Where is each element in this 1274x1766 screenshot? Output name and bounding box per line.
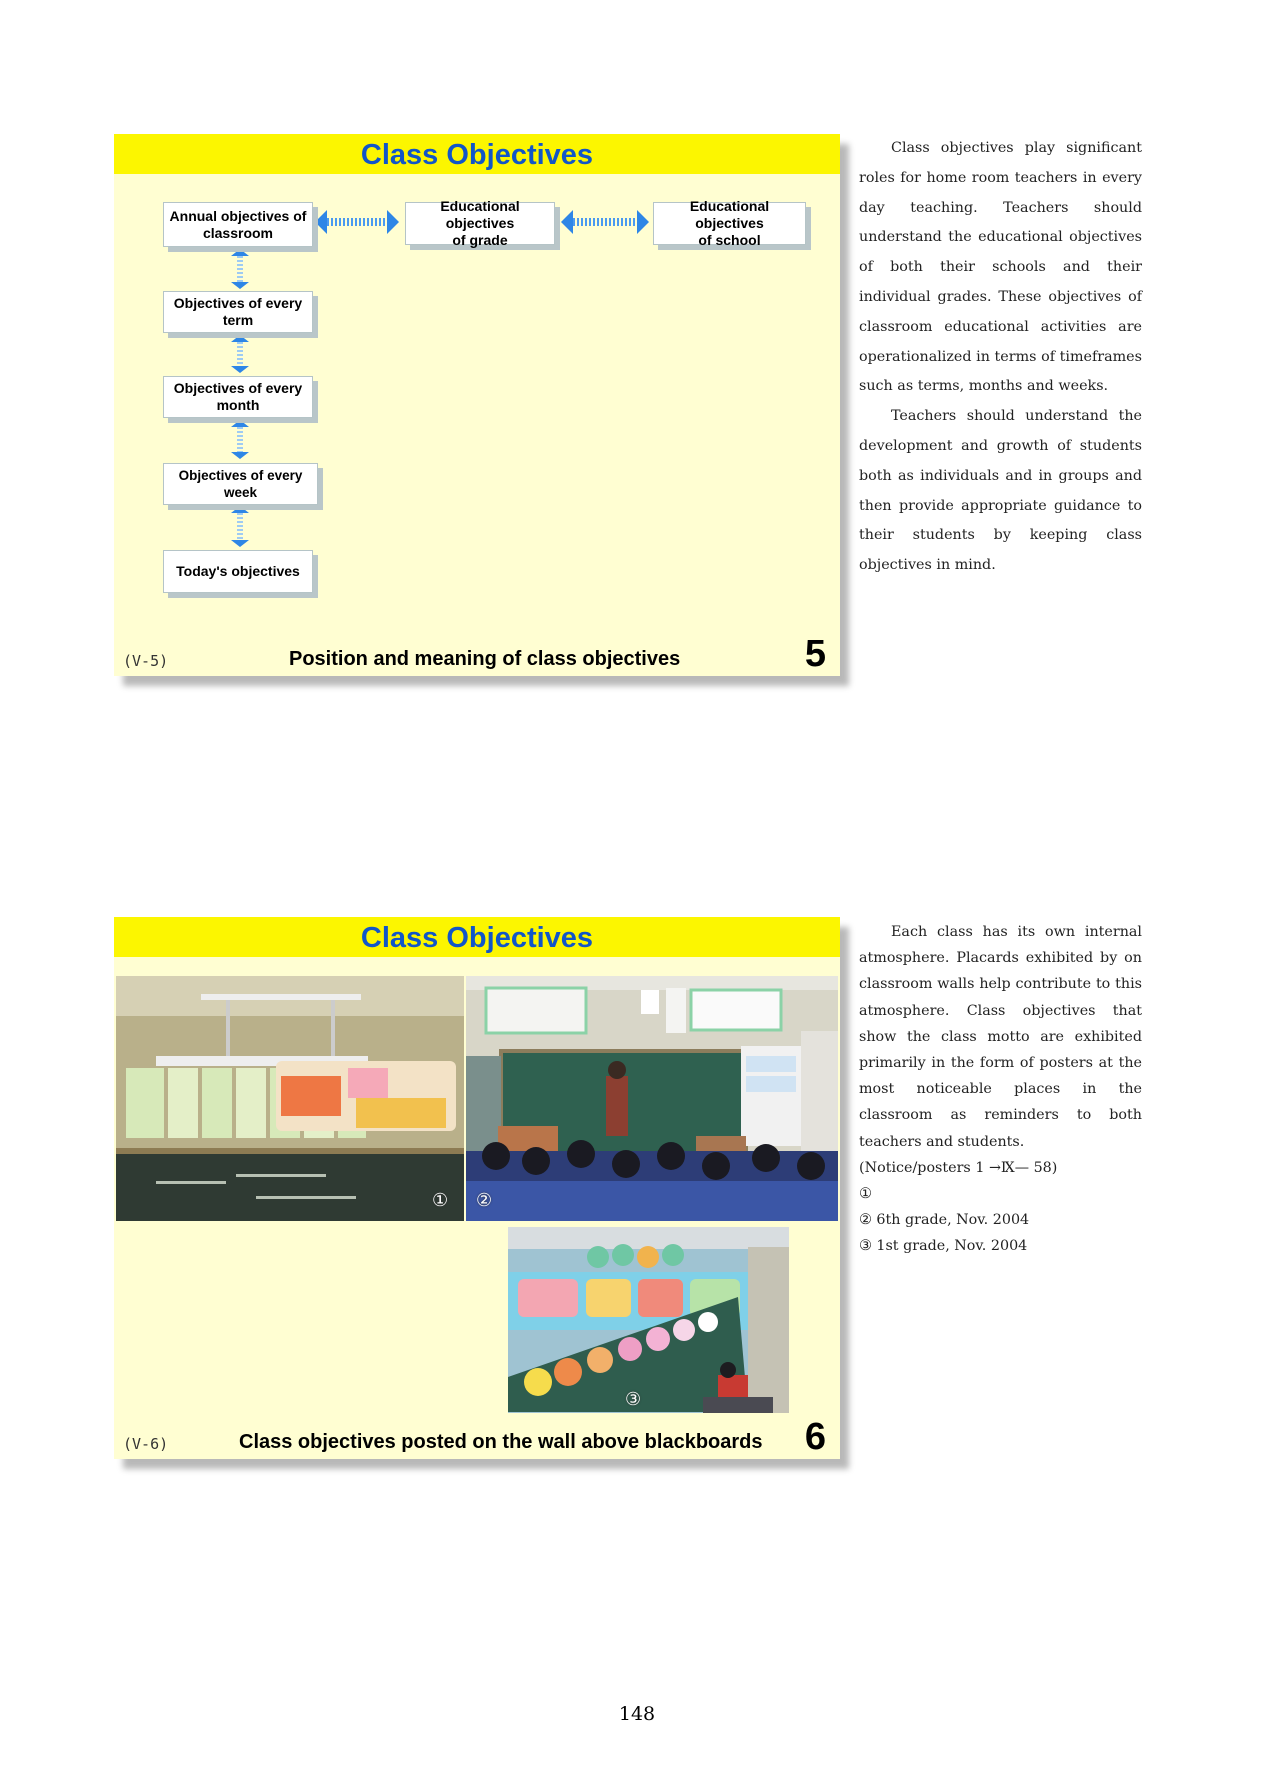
slide-title: Class Objectives [114,917,840,957]
slide-position-meaning [114,134,840,676]
box-line: Educational objectives [440,198,520,231]
paragraph: Each class has its own internal atmosphere. Placards exhibited by on classroom walls help contribute to this atmosphere. Class objectives that show the class motto are exhibited primarily in the form of posters at the most noticeable places in the classroom as reminders to both teachers and students. [859,924,1142,1150]
double-arrow-icon [231,420,249,459]
box-line: month [216,397,260,413]
photo-label: ② [476,1190,493,1211]
page-number: 148 [618,1703,656,1725]
box-week-objectives: Objectives of every week [163,463,318,505]
slide-caption: Class objectives posted on the wall above blackboards [239,1431,763,1453]
side-text-2 [859,919,1142,1260]
slide-code: (V-6) [123,1435,169,1453]
paragraph: ① [859,1186,872,1203]
side-text-1 [859,134,1142,581]
slide-title: Class Objectives [114,134,840,174]
box-line: Objectives of every [173,380,303,396]
double-arrow-icon [231,506,249,547]
box-school-objectives [653,198,806,248]
box-annual-objectives [163,202,313,247]
classroom-photo-2 [466,976,838,1221]
box-line: of school [698,232,761,248]
slide-number: 6 [804,1416,826,1458]
classroom-photo-3 [508,1227,789,1413]
paragraph: (Notice/posters 1 →Ⅸ— 58) [859,1159,1058,1176]
box-line: classroom [202,224,274,241]
photo-classroom-front [466,976,838,1221]
box-grade-objectives [405,198,555,248]
box-month-objectives [163,376,313,418]
slide-caption: Position and meaning of class objectives [289,648,681,670]
paragraph: Class objectives play significant roles for home room teachers in every day teaching. Teachers should understand the educational objectives of both their schools and their individual grades. These objectives of classroom educational activities are operationalized in terms of timeframes such as terms, months and weeks. [859,140,1142,395]
box-line: of grade [452,232,508,248]
double-arrow-icon [561,210,649,234]
double-arrow-icon [231,335,249,373]
slide-code: (V-5) [123,652,169,670]
slide-posters [114,917,840,1459]
classroom-photo-1 [116,976,464,1221]
box-line: Annual objectives of [169,207,307,224]
box-line: Educational objectives [689,198,770,231]
paragraph: ② 6th grade, Nov. 2004 [859,1212,1030,1229]
photo-classroom-board [508,1227,789,1413]
box-today-objectives: Today's objectives [163,550,313,593]
double-arrow-icon [231,249,249,289]
box-term-objectives [163,291,313,333]
photo-classroom-wall [116,976,464,1221]
photo-label: ① [432,1190,449,1211]
slide-number: 5 [804,633,826,675]
box-line: Objectives of every [173,295,303,311]
double-arrow-icon [315,210,399,234]
photo-label: ③ [625,1389,642,1410]
box-line: term [222,312,254,328]
paragraph: ③ 1st grade, Nov. 2004 [859,1238,1028,1255]
paragraph: Teachers should understand the development and growth of students both as individuals and in groups and then provide appropriate guidance to their students by keeping class objectives in mind. [859,408,1142,574]
